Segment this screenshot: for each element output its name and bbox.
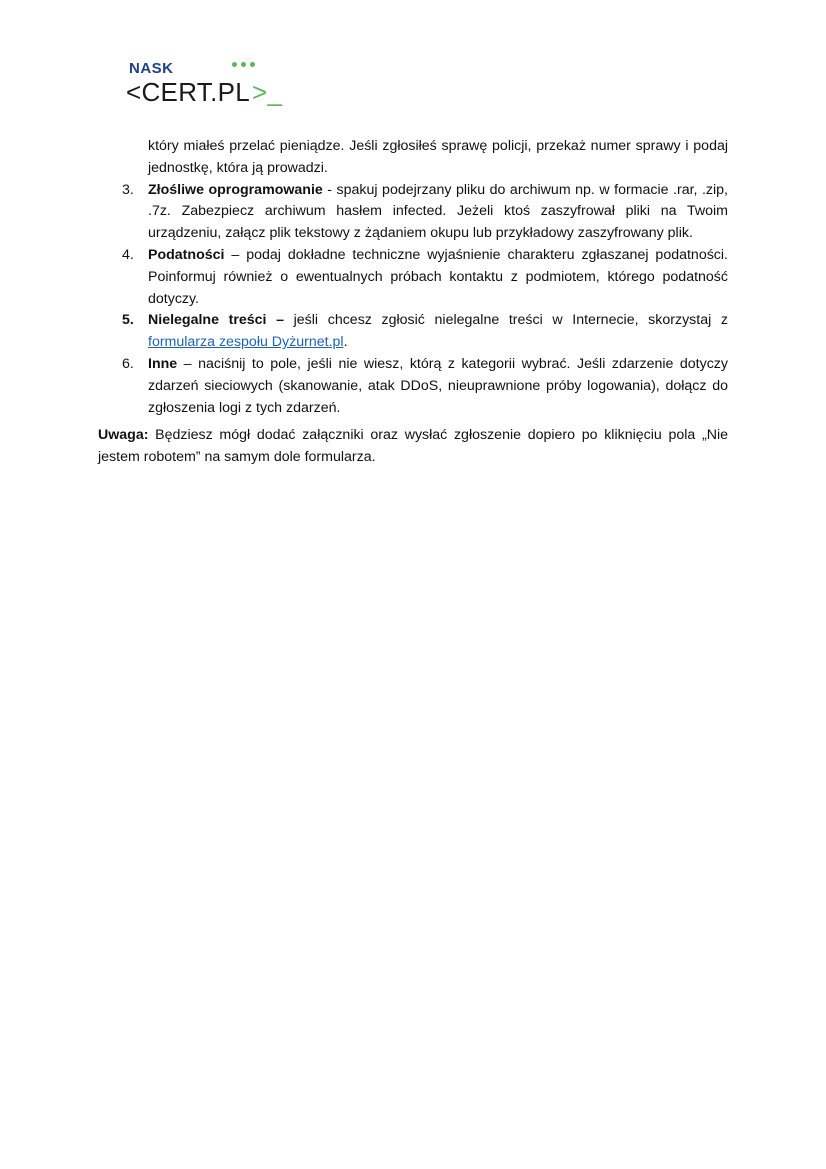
item-title: Złośliwe oprogramowanie — [148, 181, 323, 198]
cert-text: CERT.PL — [141, 77, 251, 107]
nask-cert-logo — [126, 58, 283, 110]
category-list — [98, 180, 728, 420]
note-paragraph — [98, 425, 728, 469]
item-number: 5. — [122, 312, 134, 329]
logo-dot — [232, 62, 237, 67]
document-body — [98, 136, 728, 469]
item-title: Podatności — [148, 246, 225, 263]
item-title: Nielegalne treści – — [148, 312, 284, 329]
dyzurnet-form-link[interactable]: formularza zespołu Dyżurnet.pl — [148, 334, 344, 351]
list-item-illegal-content — [98, 310, 728, 354]
list-item-malware — [98, 180, 728, 245]
note-label: Uwaga: — [98, 427, 149, 444]
item-text: - spakuj podejrzany pliku do archiwum np. w formacie .rar, .zip, .7z. Zabezpiecz archiwum hasłem infected. Jeżeli ktoś zaszyfrował pliki na Twoim urządzeniu, załącz plik tekstowy z żądaniem okupu lub przykładowy zaszyfrowany plik. — [148, 181, 728, 242]
item-text-after-link: . — [343, 334, 348, 351]
logo-dot — [250, 62, 255, 67]
item-text: – naciśnij to pole, jeśli nie wiesz, którą z kategorii wybrać. Jeśli zdarzenie dotyczy zdarzeń sieciowych (skanowanie, atak DDoS, nieuprawnione próby logowania), dołącz do zgłoszenia logi z tych zdarzeń. — [148, 355, 728, 416]
logo-dots-icon — [232, 62, 255, 67]
item-continuation: który miałeś przelać pieniądze. Jeśli zgłosiłeś sprawę policji, przekaż numer sprawy i podaj jednostkę, która ją prowadzi. — [148, 138, 728, 176]
list-item-vulnerabilities — [98, 245, 728, 310]
nask-wordmark: NASK — [129, 60, 174, 77]
item-text: jeśli chcesz zgłosić nielegalne treści w Internecie, skorzystaj z — [284, 312, 728, 329]
item-text: – podaj dokładne techniczne wyjaśnienie charakteru zgłaszanej podatności. Poinformuj również o ewentualnych próbach kontaktu z podmiotem, którego podatność dotyczy. — [148, 246, 728, 307]
cert-gt: > — [252, 77, 268, 107]
logo-dot — [241, 62, 246, 67]
note-text: Będziesz mógł dodać załączniki oraz wysłać zgłoszenie dopiero po kliknięciu pola „Nie jestem robotem” na samym dole formularza. — [98, 427, 728, 466]
list-item-other — [98, 354, 728, 419]
item-number: 4. — [122, 246, 134, 263]
item-title: Inne — [148, 355, 178, 372]
cert-lt: < — [126, 77, 142, 107]
cert-wordmark — [126, 78, 282, 106]
cert-underscore: _ — [267, 77, 283, 107]
item-number: 6. — [122, 355, 134, 372]
item-number: 3. — [122, 181, 134, 198]
